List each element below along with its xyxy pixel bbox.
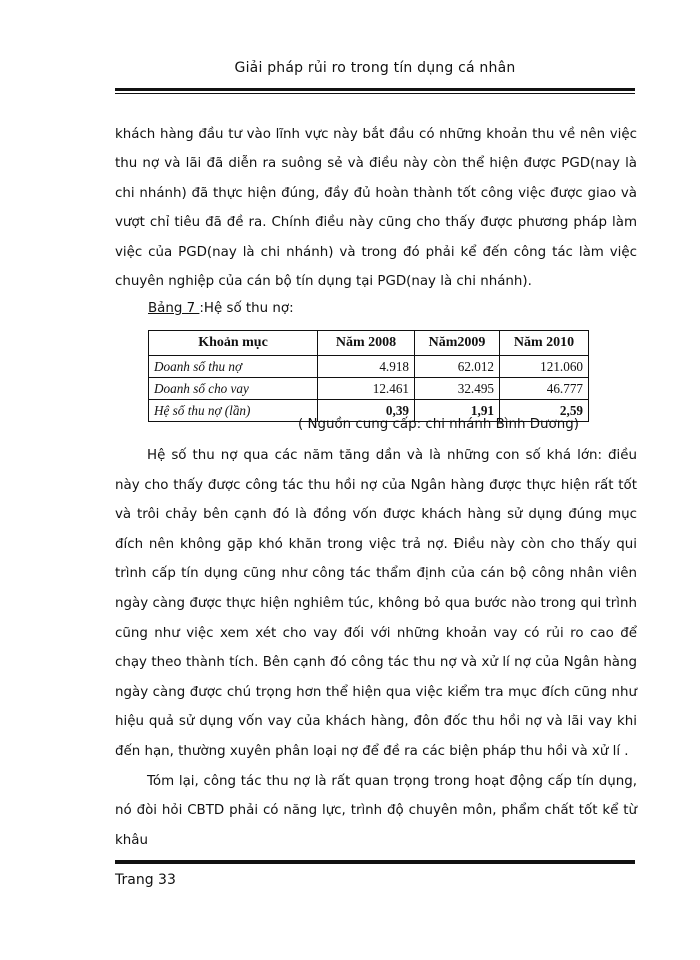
table-cell: 62.012 [415,356,500,378]
table-cell: 121.060 [500,356,589,378]
table-row-label: Doanh số cho vay [149,378,318,400]
table-row-label: Hệ số thu nợ (lần) [149,400,318,422]
table-caption-text: :Hệ số thu nợ: [199,301,294,316]
table-header-cell: Năm2009 [415,331,500,356]
table-header-cell: Năm 2008 [318,331,415,356]
table-cell: 4.918 [318,356,415,378]
table-cell: 2,59 [500,400,589,422]
table-cell: 46.777 [500,378,589,400]
page-header-title: Giải pháp rủi ro trong tín dụng cá nhân [234,60,516,76]
table-caption-label: Bảng 7 [148,301,200,316]
paragraph: Tóm lại, công tác thu nợ là rất quan trọng trong hoạt động cấp tín dụng, nó đòi hỏi CBTD phải có năng lực, trình độ chuyên môn, phẩm chất tốt kể từ khâu [115,773,637,848]
table-row-label: Doanh số thu nợ [149,356,318,378]
table-cell: 0,39 [318,400,415,422]
table-cell: 32.495 [415,378,500,400]
table-row [149,378,589,400]
page-number: Trang 33 [115,872,176,888]
table-caption [148,301,294,316]
header-rule [115,88,635,94]
paragraph: khách hàng đầu tư vào lĩnh vực này bắt đầu có những khoản thu về nên việc thu nợ và lãi đã diễn ra suông sẻ và điều này còn thể hiện được PGD(nay là chi nhánh) đã thực hiện đúng, đầy đủ hoàn thành tốt công việc được giao và vượt chỉ tiêu đã đề ra. Chính điều này cũng cho thấy được phương pháp làm việc của PGD(nay là chi nhánh) và trong đó phải kể đến công tác làm việc chuyên nghiệp của cán bộ tín dụng tại PGD(nay là chi nhánh). [115,127,637,290]
data-table [148,330,589,422]
body-text-top [115,120,637,296]
table-header-cell: Khoản mục [149,331,318,356]
table-header-cell: Năm 2010 [500,331,589,356]
body-text-bottom [115,441,637,855]
table-cell: 1,91 [415,400,500,422]
paragraph: Hệ số thu nợ qua các năm tăng dần và là những con số khá lớn: điều này cho thấy được công tác thu hồi nợ của Ngân hàng được thực hiện rất tốt và trôi chảy bên cạnh đó là đồng vốn được khách hàng sử dụng đúng mục đích nên không gặp khó khăn trong việc trả nợ. Điều này còn cho thấy qui trình cấp tín dụng cũng như công tác thẩm định của cán bộ công nhân viên ngày càng được thực hiện nghiêm túc, không bỏ qua bước nào trong qui trình cũng như việc xem xét cho vay đối với những khoản vay có rủi ro cao để chạy theo thành tích. Bên cạnh đó công tác thu nợ và xử lí nợ của Ngân hàng ngày càng được chú trọng hơn thể hiện qua việc kiểm tra mục đích cũng như hiệu quả sử dụng vốn vay của khách hàng, đôn đốc thu hồi nợ và lãi vay khi đến hạn, thường xuyên phân loại nợ để đề ra các biện pháp thu hồi và xử lí . [115,448,637,759]
table-row [149,356,589,378]
table-cell: 12.461 [318,378,415,400]
table-header-row [149,331,589,356]
footer-rule [115,858,635,864]
table-source-note: ( Nguồn cung cấp: chi nhánh Bình Dương) [298,417,579,432]
